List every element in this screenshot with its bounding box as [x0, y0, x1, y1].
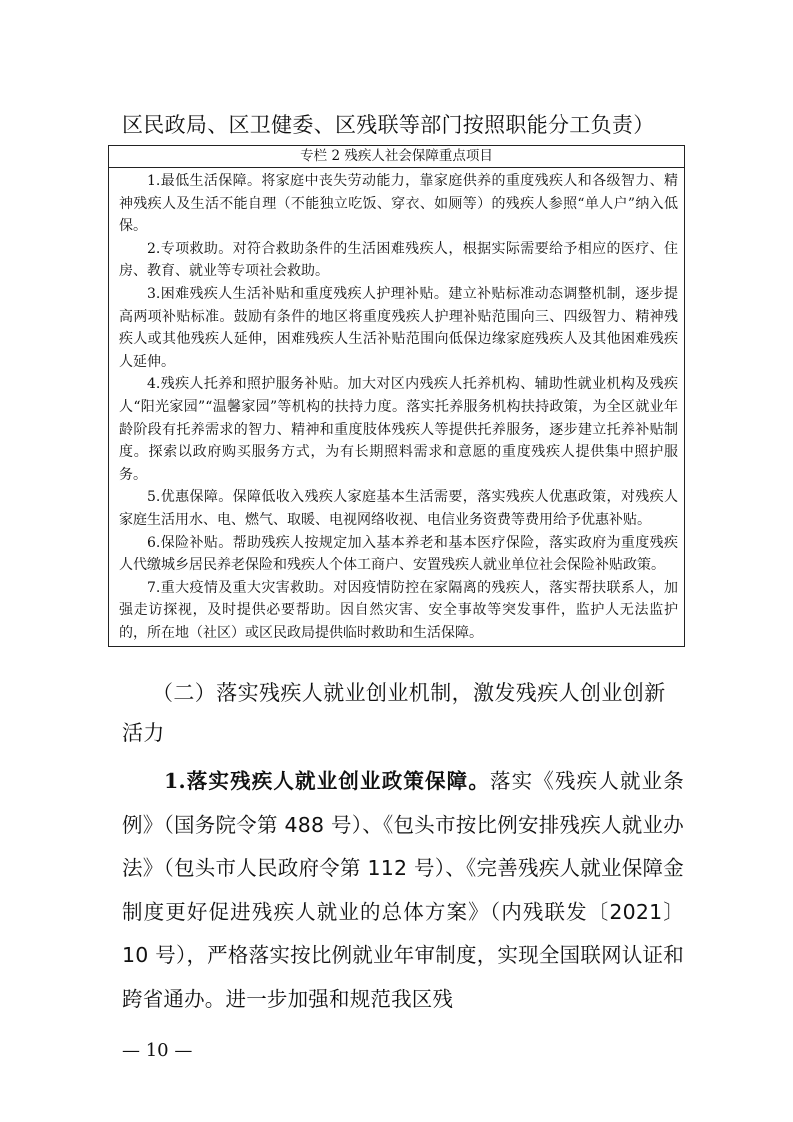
continuation-line: 区民政局、区卫健委、区残联等部门按照职能分工负责） [122, 113, 655, 137]
section-heading: （二）落实残疾人就业创业机制，激发残疾人创业创新活力 [122, 681, 666, 745]
feature-box-title: 专栏 2 残疾人社会保障重点项目 [109, 146, 684, 168]
paragraph-body: 落实《残疾人就业条例》（国务院令第 488 号）、《包头市按比例安排残疾人就业办法》（包头市人民政府令第 112 号）、《完善残疾人就业保障金制度更好促进残疾人就业的总体方案》（内残联发〔2021〕10 号），严格落实按比例就业年审制度，实现全国联网认证和跨省通办。进一步加强和规范我区残 [122, 769, 684, 1011]
box-item: 1.最低生活保障。将家庭中丧失劳动能力，靠家庭供养的重度残疾人和各级智力、精神残疾人及生活不能自理（不能独立吃饭、穿衣、如厕等）的残疾人参照“单人户”纳入低保。 [119, 173, 678, 235]
body-paragraph [122, 760, 684, 1022]
feature-box-body [109, 168, 684, 644]
box-item: 6.保险补贴。帮助残疾人按规定加入基本养老和基本医疗保险，落实政府为重度残疾人代缴城乡居民养老保险和残疾人个体工商户、安置残疾人就业单位社会保险补贴政策。 [119, 534, 678, 574]
box-item: 7.重大疫情及重大灾害救助。对因疫情防控在家隔离的残疾人，落实帮扶联系人，加强走访探视，及时提供必要帮助。因自然灾害、安全事故等突发事件，监护人无法监护的，所在地（社区）或区民政局提供临时救助和生活保障。 [119, 579, 678, 641]
box-item: 2.专项救助。对符合救助条件的生活困难残疾人，根据实际需要给予相应的医疗、住房、教育、就业等专项社会救助。 [119, 240, 678, 280]
page-number: — 10 — [122, 1040, 193, 1061]
box-item: 3.困难残疾人生活补贴和重度残疾人护理补贴。建立补贴标准动态调整机制，逐步提高两项补贴标准。鼓励有条件的地区将重度残疾人护理补贴范围向三、四级智力、精神残疾人或其他残疾人延伸，困难残疾人生活补贴范围向低保边缘家庭残疾人及其他困难残疾人延伸。 [119, 285, 678, 370]
box-item: 5.优惠保障。保障低收入残疾人家庭基本生活需要，落实残疾人优惠政策，对残疾人家庭生活用水、电、燃气、取暖、电视网络收视、电信业务资费等费用给予优惠补贴。 [119, 489, 678, 528]
box-item: 4.残疾人托养和照护服务补贴。加大对区内残疾人托养机构、辅助性就业机构及残疾人“阳光家园”“温馨家园”等机构的扶持力度。落实托养服务机构扶持政策，为全区就业年龄阶段有托养需求的智力、精神和重度肢体残疾人等提供托养服务，逐步建立托养补贴制度。探索以政府购买服务方式，为有长期照料需求和意愿的重度残疾人提供集中照护服务。 [119, 376, 678, 483]
paragraph-lead: 1.落实残疾人就业创业政策保障。 [164, 769, 490, 793]
feature-box [108, 145, 685, 647]
